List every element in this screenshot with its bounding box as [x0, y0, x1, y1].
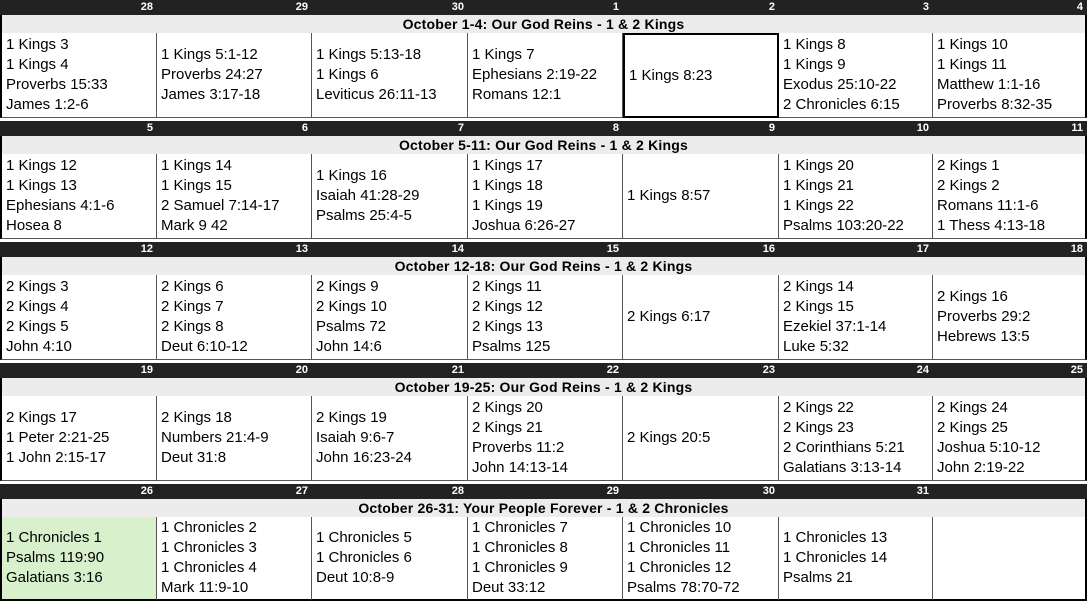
reading-entry: 1 Chronicles 12	[627, 559, 732, 576]
day-cell[interactable]	[157, 154, 312, 239]
day-cell[interactable]	[779, 396, 933, 481]
reading-entry: 2 Kings 14	[783, 278, 854, 295]
day-cell[interactable]	[623, 33, 779, 118]
date-number: 10	[916, 122, 929, 134]
reading-entry: Galatians 3:16	[6, 569, 103, 586]
day-cell[interactable]	[623, 154, 779, 239]
reading-entry: Psalms 125	[472, 338, 551, 355]
date-number: 13	[295, 243, 308, 255]
reading-entry: Ephesians 2:19-22	[472, 66, 598, 83]
reading-entry: 2 Chronicles 6:15	[783, 96, 900, 113]
day-cell[interactable]	[312, 154, 468, 239]
reading-entry: 1 Kings 3	[6, 36, 69, 53]
reading-entry: 2 Kings 1	[937, 157, 1000, 174]
reading-entry: Isaiah 41:28-29	[316, 187, 420, 204]
date-number: 30	[451, 1, 464, 13]
reading-entry: Proverbs 15:33	[6, 76, 108, 93]
reading-entry: 2 Kings 7	[161, 298, 224, 315]
reading-entry: 2 Kings 8	[161, 318, 224, 335]
reading-entry: Hebrews 13:5	[937, 328, 1030, 345]
day-cell[interactable]	[468, 396, 623, 481]
reading-entry: 1 Kings 14	[161, 157, 232, 174]
reading-entry: 1 Chronicles 2	[161, 519, 257, 536]
reading-entry: Psalms 25:4-5	[316, 207, 412, 224]
reading-entry: 2 Samuel 7:14-17	[161, 197, 280, 214]
date-number: 4	[1076, 1, 1083, 13]
reading-entry: 1 Kings 15	[161, 177, 232, 194]
reading-entry: 1 Chronicles 7	[472, 519, 568, 536]
reading-entry: 1 Kings 6	[316, 66, 379, 83]
date-number: 7	[457, 122, 464, 134]
reading-entry: 1 Kings 13	[6, 177, 77, 194]
reading-entry: James 1:2-6	[6, 96, 89, 113]
reading-entry: Mark 9 42	[161, 217, 228, 234]
reading-entry: 2 Kings 15	[783, 298, 854, 315]
reading-entry: 1 John 2:15-17	[6, 449, 107, 466]
week-title: October 12-18: Our God Reins - 1 & 2 Kings	[0, 257, 1087, 275]
reading-entry: 1 Kings 8	[783, 36, 846, 53]
reading-entry: 1 Kings 4	[6, 56, 69, 73]
reading-entry: 2 Kings 19	[316, 409, 387, 426]
day-cell[interactable]	[0, 275, 157, 360]
day-cell[interactable]	[623, 275, 779, 360]
day-cell[interactable]	[623, 517, 779, 601]
reading-entry: Proverbs 24:27	[161, 66, 263, 83]
date-number-bar	[0, 484, 1087, 499]
date-number: 11	[1071, 122, 1083, 134]
reading-entry: 2 Kings 13	[472, 318, 543, 335]
day-cell[interactable]	[468, 275, 623, 360]
reading-entry: 1 Chronicles 14	[783, 549, 888, 566]
date-number: 31	[916, 485, 929, 497]
day-cell[interactable]	[933, 517, 1087, 601]
reading-entry: Psalms 72	[316, 318, 387, 335]
reading-entry: Numbers 21:4-9	[161, 429, 269, 446]
date-number-bar	[0, 0, 1087, 15]
reading-entry: 1 Chronicles 3	[161, 539, 257, 556]
day-cell[interactable]	[0, 33, 157, 118]
reading-entry: 2 Kings 21	[472, 419, 543, 436]
day-cell[interactable]	[779, 154, 933, 239]
date-number: 18	[1070, 243, 1083, 255]
day-cell[interactable]	[157, 517, 312, 601]
reading-entry: 1 Chronicles 8	[472, 539, 568, 556]
reading-entry: 1 Kings 19	[472, 197, 543, 214]
reading-entry: 1 Chronicles 4	[161, 559, 257, 576]
reading-entry: 1 Kings 18	[472, 177, 543, 194]
reading-entry: Isaiah 9:6-7	[316, 429, 395, 446]
date-number: 30	[762, 485, 775, 497]
reading-entry: 1 Kings 7	[472, 46, 535, 63]
reading-entry: 2 Kings 25	[937, 419, 1008, 436]
reading-entry: John 14:6	[316, 338, 382, 355]
date-number: 6	[301, 122, 308, 134]
date-number: 1	[612, 1, 619, 13]
reading-entry: 1 Kings 5:13-18	[316, 46, 422, 63]
date-number: 24	[916, 364, 929, 376]
date-number: 28	[451, 485, 464, 497]
day-cell[interactable]	[312, 275, 468, 360]
reading-entry: Deut 10:8-9	[316, 569, 395, 586]
date-number: 26	[140, 485, 153, 497]
reading-entry: 1 Kings 17	[472, 157, 543, 174]
reading-entry: John 14:13-14	[472, 459, 568, 476]
reading-entry: Deut 31:8	[161, 449, 227, 466]
reading-entry: 2 Kings 4	[6, 298, 69, 315]
reading-entry: 1 Kings 8:57	[627, 187, 711, 204]
date-number: 8	[612, 122, 619, 134]
reading-entry: Joshua 5:10-12	[937, 439, 1041, 456]
date-number-bar	[0, 242, 1087, 257]
reading-entry: 2 Kings 16	[937, 288, 1008, 305]
reading-entry: 2 Kings 9	[316, 278, 379, 295]
day-cell[interactable]	[623, 396, 779, 481]
date-number: 21	[451, 364, 464, 376]
date-number: 2	[768, 1, 775, 13]
day-cell[interactable]	[933, 33, 1087, 118]
reading-entry: Joshua 6:26-27	[472, 217, 576, 234]
reading-entry: Romans 12:1	[472, 86, 562, 103]
reading-entry: 2 Kings 11	[472, 278, 542, 295]
week-title: October 5-11: Our God Reins - 1 & 2 Kings	[0, 136, 1087, 154]
reading-entry: James 3:17-18	[161, 86, 261, 103]
date-number: 20	[295, 364, 308, 376]
day-cell[interactable]	[0, 396, 157, 481]
reading-entry: 2 Kings 10	[316, 298, 387, 315]
reading-entry: 2 Kings 6	[161, 278, 224, 295]
reading-entry: 1 Chronicles 5	[316, 529, 412, 546]
reading-entry: 2 Kings 22	[783, 399, 854, 416]
day-cell[interactable]	[933, 154, 1087, 239]
reading-entry: 2 Kings 24	[937, 399, 1008, 416]
reading-entry: 1 Kings 10	[937, 36, 1008, 53]
reading-entry: 2 Kings 2	[937, 177, 1000, 194]
reading-entry: 2 Kings 20	[472, 399, 543, 416]
reading-entry: 1 Chronicles 9	[472, 559, 568, 576]
reading-entry: 2 Kings 23	[783, 419, 854, 436]
reading-entry: 2 Kings 12	[472, 298, 543, 315]
reading-entry: Deut 33:12	[472, 579, 546, 596]
reading-entry: 2 Kings 17	[6, 409, 77, 426]
reading-entry: 2 Kings 6:17	[627, 308, 711, 325]
day-cell[interactable]	[312, 33, 468, 118]
day-cell[interactable]	[312, 396, 468, 481]
reading-entry: John 16:23-24	[316, 449, 412, 466]
day-cell[interactable]	[157, 275, 312, 360]
day-cell[interactable]	[779, 33, 933, 118]
reading-entry: 1 Peter 2:21-25	[6, 429, 110, 446]
day-cell[interactable]	[933, 275, 1087, 360]
reading-entry: John 4:10	[6, 338, 72, 355]
date-number: 29	[606, 485, 619, 497]
reading-entry: 2 Kings 5	[6, 318, 69, 335]
date-number: 14	[451, 243, 464, 255]
week-title: October 1-4: Our God Reins - 1 & 2 Kings	[0, 15, 1087, 33]
reading-entry: 2 Kings 3	[6, 278, 69, 295]
reading-entry: 1 Kings 16	[316, 167, 387, 184]
date-number: 9	[768, 122, 775, 134]
day-cell[interactable]	[0, 154, 157, 239]
reading-entry: Proverbs 29:2	[937, 308, 1031, 325]
date-number: 17	[916, 243, 929, 255]
reading-entry: 2 Kings 20:5	[627, 429, 711, 446]
reading-entry: 1 Thess 4:13-18	[937, 217, 1046, 234]
reading-entry: 1 Kings 21	[783, 177, 854, 194]
day-cell[interactable]	[468, 517, 623, 601]
day-cell[interactable]	[157, 396, 312, 481]
reading-entry: 1 Kings 5:1-12	[161, 46, 258, 63]
reading-entry: 1 Kings 20	[783, 157, 854, 174]
reading-entry: Psalms 119:90	[6, 549, 105, 566]
date-number: 29	[295, 1, 308, 13]
date-number: 5	[146, 122, 153, 134]
reading-entry: Hosea 8	[6, 217, 62, 234]
reading-entry: 1 Kings 8:23	[629, 66, 713, 84]
week-title: October 19-25: Our God Reins - 1 & 2 Kings	[0, 378, 1087, 396]
day-cell[interactable]	[779, 275, 933, 360]
date-number: 28	[140, 1, 153, 13]
reading-entry: Mark 11:9-10	[161, 579, 249, 596]
day-cell[interactable]	[0, 517, 157, 601]
reading-entry: 2 Kings 18	[161, 409, 232, 426]
reading-entry: Exodus 25:10-22	[783, 76, 897, 93]
date-number: 27	[295, 485, 308, 497]
reading-entry: 1 Kings 9	[783, 56, 846, 73]
reading-entry: 1 Kings 11	[937, 56, 1007, 73]
reading-entry: 1 Chronicles 6	[316, 549, 412, 566]
date-number-bar	[0, 363, 1087, 378]
reading-entry: Ezekiel 37:1-14	[783, 318, 887, 335]
reading-entry: Proverbs 11:2	[472, 439, 565, 456]
reading-entry: Ephesians 4:1-6	[6, 197, 115, 214]
date-number: 22	[606, 364, 619, 376]
date-number: 23	[762, 364, 775, 376]
reading-entry: Galatians 3:13-14	[783, 459, 902, 476]
reading-entry: 1 Kings 12	[6, 157, 77, 174]
reading-entry: Psalms 103:20-22	[783, 217, 904, 234]
reading-entry: Proverbs 8:32-35	[937, 96, 1053, 113]
reading-entry: Luke 5:32	[783, 338, 849, 355]
reading-entry: 1 Chronicles 13	[783, 529, 888, 546]
reading-entry: Psalms 78:70-72	[627, 579, 740, 596]
reading-entry: Romans 11:1-6	[937, 197, 1039, 214]
reading-entry: Deut 6:10-12	[161, 338, 248, 355]
reading-entry: John 2:19-22	[937, 459, 1025, 476]
date-number: 19	[140, 364, 153, 376]
day-cell[interactable]	[468, 154, 623, 239]
date-number: 3	[922, 1, 929, 13]
reading-entry: 2 Corinthians 5:21	[783, 439, 905, 456]
reading-entry: Leviticus 26:11-13	[316, 86, 437, 103]
reading-entry: 1 Chronicles 1	[6, 529, 102, 546]
date-number: 16	[762, 243, 775, 255]
day-cell[interactable]	[779, 517, 933, 601]
date-number: 12	[140, 243, 153, 255]
date-number-bar	[0, 121, 1087, 136]
reading-entry: 1 Chronicles 11	[627, 539, 731, 556]
reading-entry: 1 Chronicles 10	[627, 519, 732, 536]
day-cell[interactable]	[312, 517, 468, 601]
week-title: October 26-31: Your People Forever - 1 & 2 Chronicles	[0, 499, 1087, 517]
reading-entry: 1 Kings 22	[783, 197, 854, 214]
reading-entry: Psalms 21	[783, 569, 854, 586]
date-number: 15	[606, 243, 619, 255]
date-number: 25	[1070, 364, 1083, 376]
date-number	[933, 484, 1087, 499]
day-cell[interactable]	[468, 33, 623, 118]
reading-entry: Matthew 1:1-16	[937, 76, 1041, 93]
day-cell[interactable]	[933, 396, 1087, 481]
day-cell[interactable]	[157, 33, 312, 118]
